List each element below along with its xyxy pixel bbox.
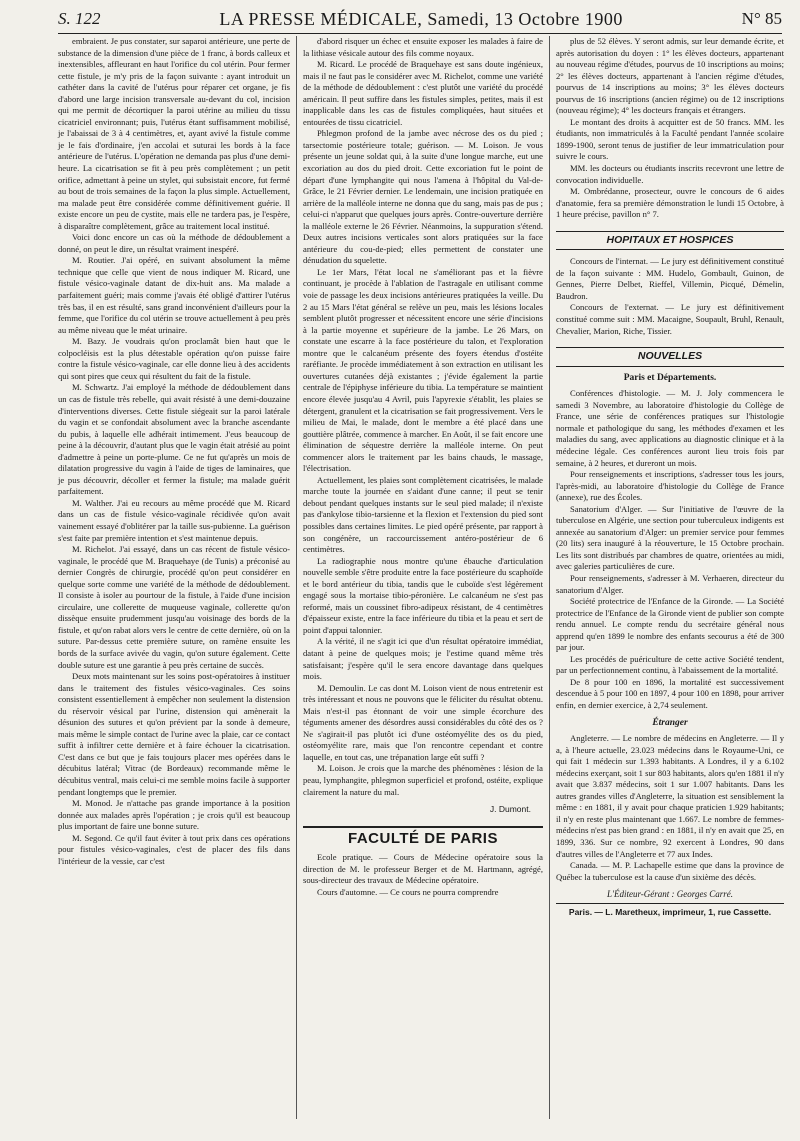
- paragraph: M. Bazy. Je voudrais qu'on proclamât bien haut que le colpocléisis est la plus détestable opération qu'on puisse faire contre la fistule vésico-vaginale, car elle donne lieu à des accidents qui sont pires que ceux qui résultent du fait de la fistule.: [58, 336, 290, 381]
- paragraph: Actuellement, les plaies sont complètement cicatrisées, le malade marche toute la journée en s'aidant d'une canne; il peut se tenir debout pendant quelques instants sur le seul pied malade; il n'existe pas d'ankylose tibio-tarsienne et la flexion et l'extension du pied sont possibles dans certaines limites. Le pied opéré présente, par rapport à son congénère, un raccourcissement antéro-postérieur de 6 centimètres.: [303, 474, 543, 555]
- paragraph: M. Demoulin. Le cas dont M. Loison vient de nous entretenir est très intéressant et nous ne pouvons que le féliciter du résultat obtenu. Mais n'est-il pas étonnant de voir une simple écorchure des téguments amener des désordres aussi considérables du côté des os ? Ne s'agirait-il pas plutôt ici d'une ostéomyélite des os du pied, ostéomyélite rare, mais que l'on rencontre cependant et contre laquelle, en tout cas, une trépanation large eût suffi ?: [303, 682, 543, 762]
- paragraph: M. Richelot. J'ai essayé, dans un cas récent de fistule vésico-vaginale, le procédé que M. Braquehaye (de Tunis) a préconisé au dernier Congrès de chirurgie, procédé qu'on peut considérer en quelque sorte comme une variété de la méthode de dédoublement. Il consiste à isoler au pourtour de la fistule, à l'aide d'une incision circulaire, une collerette de muqueuse vaginale, collerette qu'on dissèque ensuite prudemment jusqu'au voisinage des bords de la fistule, et qu'on rabat alors vers le centre de cette dernière, où on la suture. Par-dessus cette première suture, on ramène ensuite les bords de la surface avivée du vagin, qu'on suture également. Cette double suture est une garantie à peu près certaine de succès.: [58, 544, 290, 670]
- paragraph: Le 1er Mars, l'état local ne s'améliorant pas et la fièvre continuant, je procède à l'ablation de l'astragale en utilisant comme voie de passage les deux incisions antérieures pratiquées la veille. Du 2 au 15 Mars l'état général se relève un peu, mais les lésions locales semblent plutôt progresser et nécessitent encore une série d'incisions à la partie moyenne et supérieure de la jambe. Le 26 Mars, on constate une escarre à la face postérieure du talon, et l'exploration montre que le calcanéum présente des foyers étendus d'ostéite raréfiante. Je procède immédiatement à son extraction en utilisant les ouvertures cutanées déjà existantes ; j'évide également la partie centrale de l'épiphyse inférieure du tibia. La température se maintient encore élevée jusqu'au 4 Avril, puis l'apyrexie s'établit, les plaies se détergent, granulent et la cicatrisation se fait progressivement. Vers le milieu de Mai, le malade, dont le membre a été placé dans une gouttière plâtrée, commence à marcher. En Août, il se fait encore une élimination de séquestre derrière la malléole interne. On peut commencer alors le traitement par les bains chauds, le massage, l'électrisation.: [303, 266, 543, 474]
- paragraph: M. Schwartz. J'ai employé la méthode de dédoublement dans un cas de fistule très rebelle, qui avait résisté à une demi-douzaine d'interventions diverses. Cette fistule siégeait sur la paroi latérale du vagin et se confondait absolument avec la branche ascendante du pubis, à laquelle elle adhérait intimement. J'eus beaucoup de peine à la découvrir, d'autant plus que le vagin était atrésié au point d'admettre à peine un porte-plume. Ce ne fut qu'après un mois de dilatation progressive du vagin à l'aide de tiges de laminaires, que je pus découvrir, décoller et fermer la fistule; ma malade guérit parfaitement.: [58, 382, 290, 497]
- column-2-body: [303, 36, 543, 798]
- faculte-heading: FACULTÉ DE PARIS: [303, 826, 543, 847]
- paragraph: Société protectrice de l'Enfance de la Gironde. — La Société protectrice de l'Enfance de la Gironde vient de publier son compte rendu annuel. Le compte rendu du secrétaire général nous apprend qu'en 1899 le nombre des enfants secourus a été de 300 par jour.: [556, 596, 784, 653]
- printer-line: Paris. — L. Maretheux, imprimeur, 1, rue Cassette.: [556, 903, 784, 919]
- page-number: S. 122: [58, 9, 101, 28]
- paragraph: M. Loison. Je crois que la marche des phénomènes : lésion de la peau, lymphangite, phlegmon superficiel et profond, ostéite, explique clairement la nature du mal.: [303, 763, 543, 797]
- header-rule: [58, 33, 782, 34]
- paragraph: Conférences d'histologie. — M. J. Joly commencera le samedi 3 Novembre, au laboratoire d'histologie du Collège de France, une série de conférences pratiques sur l'histologie normale et pathologique du sang, les méthodes d'examen et les maladies du sang, avec applications au diagnostic clinique et à la médecine légale. Ces conférences auront lieu trois fois par semaine, à 2 heures, et dureront un mois.: [556, 388, 784, 468]
- paragraph: MM. les docteurs ou étudiants inscrits recevront une lettre de convocation individuelle.: [556, 163, 784, 185]
- paris-subhead: Paris et Départements.: [623, 372, 717, 383]
- faculte-body: [303, 852, 543, 898]
- paragraph: embraient. Je pus constater, sur saparoi antérieure, une perte de substance de la dimension d'une pièce de 1 franc, à bords calleux et inextensibles, affleurant en haut l'orifice du col utérin. Pour fermer cette fistule, je m'y pris de la façon suivante : ayant introduit un cathéter dans la cavité de l'utérus pour réparer cet organe, je fis d'abord une large incision transversale au-devant du col, incision qui me permit de décortiquer la paroi utérine au milieu du tissu cicatriciel environnant; puis, l'utérus étant suffisamment mobilisé, je l'abaissai de 3 à 4 centimètres, et, ayant avivé la fistule comme je le fais d'ordinaire, j'en accolai et suturai les bords à la face antérieure de l'utérus. L'opération ne demanda pas plus d'une demi-heure. La cicatrisation se fit à peu près complètement ; un petit orifice, admettant à peine un stylet, qui subsistait encore, fut fermé au bout de trois semaines de la façon la plus simple. Actuellement, ma malade peut être considérée comme définitivement guérie. Il existe encore un peu de cystite, mais elle ne tardera pas, je l'espère, à disparaître complètement, grâce au traitement local institué.: [58, 36, 290, 231]
- paragraph: Concours de l'internat. — Le jury est définitivement constitué de la façon suivante : MM. Hudelo, Gombault, Guinon, de Gennes, Pierre Delbet, Rieffel, Villemin, Picqué, Démelin, Baudron.: [556, 256, 784, 301]
- hopitaux-heading: HOPITAUX ET HOSPICES: [556, 231, 784, 251]
- paragraph: M. Ombrédanne, prosecteur, ouvre le concours de 6 aides d'anatomie, fera sa première démonstration le lundi 15 Octobre, à 1 heure précise, pavillon n° 7.: [556, 186, 784, 220]
- paragraph: M. Routier. J'ai opéré, en suivant absolument la même technique que celle que vient de nous indiquer M. Ricard, une fistule vésico-vaginale datant de dix-huit ans. Ma malade a parfaitement guéri; mais comme j'avais été obligé d'attirer l'utérus très bas, il en est résulté, sans grand inconvénient d'ailleurs pour la femme, que l'orifice du col utérin se trouve actuellement à peu près au même niveau que le méat urinaire.: [58, 255, 290, 335]
- nouvelles-heading: NOUVELLES: [556, 347, 784, 367]
- journal-title: LA PRESSE MÉDICALE, Samedi, 13 Octobre 1900: [219, 8, 623, 29]
- paragraph: Concours de l'externat. — Le jury est définitivement constitué comme suit : MM. Macaigne, Soupault, Bruhl, Renault, Chevalier, Marion, Riche, Tissier.: [556, 302, 784, 336]
- editor-line: L'Éditeur-Gérant : Georges Carré.: [607, 889, 733, 900]
- signature: J. Dumont.: [489, 804, 531, 815]
- paragraph: Deux mots maintenant sur les soins post-opératoires à instituer dans le traitement des fistules vésico-vaginales. Ces soins consistent essentiellement à empêcher non seulement la distension du réservoir vésical par l'urine, distension qui amènerait la désunion des sutures et qu'on prévient par la sonde à demeure, mais même le simple contact de l'urine avec la plaie, car ce contact suffit à infiltrer cette dernière et à faire échouer la cicatrisation. C'est dans ce but que je fais toujours placer mes opérées dans le décubitus latéral; Vitrac (de Bordeaux) recommande même le décubitus ventral, mais celui-ci me semble moins facile à supporter pendant longtemps que le premier.: [58, 671, 290, 797]
- paragraph: M. Segond. Ce qu'il faut éviter à tout prix dans ces opérations pour fistules vésico-vaginales, c'est de placer des fils dans l'intérieur de la vessie, car c'est: [58, 832, 290, 866]
- paragraph: Canada. — M. P. Lachapelle estime que dans la province de Québec la tuberculose est la cause d'un sixième des décès.: [556, 860, 784, 882]
- column-3: [556, 36, 784, 918]
- paragraph: Le montant des droits à acquitter est de 50 francs. MM. les étudiants, non immatriculés à la Faculté pendant l'année scolaire 1899-1900, seront tenus de justifier de leur immatriculation pour suivre le cours.: [556, 116, 784, 162]
- column-divider: [296, 36, 297, 1119]
- nouvelles-body: [556, 388, 784, 711]
- paragraph: Phlegmon profond de la jambe avec nécrose des os du pied ; tarsectomie postérieure totale; guérison. — M. Loison. Je vous présente un jeune soldat qui, à la suite d'une longue marche, eut une excoriation au dos du pied droit. Cette excoriation fut le point de départ d'une lymphangite qui nous l'amena à l'hôpital du Val-de-Grâce, le 21 Février dernier. Le lendemain, une incision pratiquée en arrière de la malléole interne ne donna que du sang, mais pas de pus ; celui-ci n'apparut que quelques jours après. Contre-ouverture derrière la malléole externe le 26 Février. Néanmoins, la suppuration s'étend. Deux autres incisions verticales sont alors pratiquées sur la face antérieure du cou-de-pied; elles permettent de constater une dénudation du squelette.: [303, 128, 543, 266]
- paragraph: M. Ricard. Le procédé de Braquehaye est sans doute ingénieux, mais il ne faut pas le considérer avec M. Richelot, comme une variété de la méthode de dédoublement : c'est plutôt une variété du procédé américain. Il peut suffire dans les fistules simples, petites, mais il est inapplicable dans les cas de fistules compliquées, haut situées et entourées de tissu cicatriciel.: [303, 59, 543, 127]
- column-3-top: [556, 36, 784, 221]
- paragraph: A la vérité, il ne s'agit ici que d'un résultat opératoire immédiat, datant à peine de quelques mois; je l'estime quand même très satisfaisant; j'espère qu'il le sera encore davantage dans quelques mois.: [303, 636, 543, 682]
- column-1: [58, 36, 290, 867]
- column-divider: [549, 36, 550, 1119]
- paragraph: Angleterre. — Le nombre de médecins en Angleterre. — Il y a, à l'heure actuelle, 23.023 médecins dans le Royaume-Uni, ce qui fait 1 médecin sur 1.393 habitants. A Londres, il y a 6.102 médecins exerçant, soit 1 sur 803 habitants, alors qu'en 1881 il n'y avait que 3.837 médecins, soit 1 sur 1.007 habitants. Dans les autres grandes villes d'Angleterre, la situation est sensiblement la même : en 1881, il y avait pour chaque praticien 1.929 habitants; il n'y en reste plus maintenant que 1.667. Le nombre de femmes-médecins n'est pas bien grand : en 1881, il n'y en avait que 25, en 1899, 336. Sur ce nombre, 92 exercent à Londres, 90 dans d'autres villes de l'Angleterre et 77 aux Indes.: [556, 733, 784, 859]
- page-header: [58, 6, 782, 32]
- paragraph: M. Walther. J'ai eu recours au même procédé que M. Ricard dans un cas de fistule vésico-vaginale récidivée qu'on avait vainement essayé d'oblitérer par la taille sus-pubienne. La guérison s'est faite par première intention et s'est maintenue depuis.: [58, 497, 290, 543]
- column-2: [303, 36, 543, 898]
- paragraph: De 8 pour 100 en 1896, la mortalité est successivement descendue à 5 pour 100 en 1897, 4 pour 100 en 1898, pour arriver enfin, en dernier exercice, à 2,74 seulement.: [556, 676, 784, 710]
- paragraph: Pour renseignements, s'adresser à M. Verhaeren, directeur du sanatorium d'Alger.: [556, 572, 784, 595]
- paragraph: Pour renseignements et inscriptions, s'adresser tous les jours, l'après-midi, au laboratoire d'histologie du Collège de France (annexe), rue des Écoles.: [556, 469, 784, 503]
- paragraph: Les procédés de puériculture de cette active Société tendent, par un perfectionnement continu, à l'abaissement de la mortalité.: [556, 653, 784, 676]
- hopitaux-body: [556, 256, 784, 337]
- paragraph: M. Monod. Je n'attache pas grande importance à la position donnée aux malades après l'opération ; je crois qu'il est beaucoup plus important de faire une bonne suture.: [58, 798, 290, 832]
- etranger-subhead: Étranger: [652, 717, 688, 728]
- issue-number: N° 85: [741, 9, 782, 28]
- paragraph: Voici donc encore un cas où la méthode de dédoublement a donné, on peut le dire, un résultat vraiment inespéré.: [58, 232, 290, 254]
- etranger-body: [556, 733, 784, 883]
- paragraph: Ecole pratique. — Cours de Médecine opératoire sous la direction de M. le professeur Berger et de M. Hartmann, agrégé, sous-directeur des travaux de Médecine opératoire.: [303, 852, 543, 886]
- paragraph: Cours d'automne. — Ce cours ne pourra comprendre: [317, 886, 499, 897]
- paragraph: La radiographie nous montre qu'une ébauche d'articulation nouvelle semble s'être produite entre la face postérieure du scaphoïde et le bord antérieur du tibia, tandis que le cuboïde s'est légèrement engagé sous la mortaise tibio-péronière. Le calcanéum ne s'est pas reformé, mais un coussinet fibro-adipeux résistant, de 4 centimètres d'épaisseur existe, entre la face inférieure du tibia et la peau et sert de point d'appui talonnier.: [303, 555, 543, 635]
- paragraph: Sanatorium d'Alger. — Sur l'initiative de l'œuvre de la tuberculose en Algérie, une section pour tuberculeux indigents est annexée au sanatorium d'Alger: un premier service pour femmes (20 lits) sera inauguré à la réouverture, le 15 Octobre prochain. Les lits sont distribués par chambres de quatre, orientées au midi, avec galeries particulières de cure.: [556, 503, 784, 572]
- paragraph: plus de 52 élèves. Y seront admis, sur leur demande écrite, et après autorisation du doyen : 1° les élèves docteurs, appartenant au nouveau régime d'études, pourvus de 10 inscriptions au moins; 2° les élèves docteurs, appartenant à l'ancien régime d'études, pourvus de 14 inscriptions au moins; 3° les élèves docteurs pourvus de 16 inscriptions (ancien régime) ou de 12 inscriptions (nouveau régime); 4° les docteurs français et étrangers.: [556, 36, 784, 116]
- paragraph: d'abord risquer un échec et ensuite exposer les malades à faire de la lithiase vésicale autour des fils comme noyaux.: [303, 36, 543, 58]
